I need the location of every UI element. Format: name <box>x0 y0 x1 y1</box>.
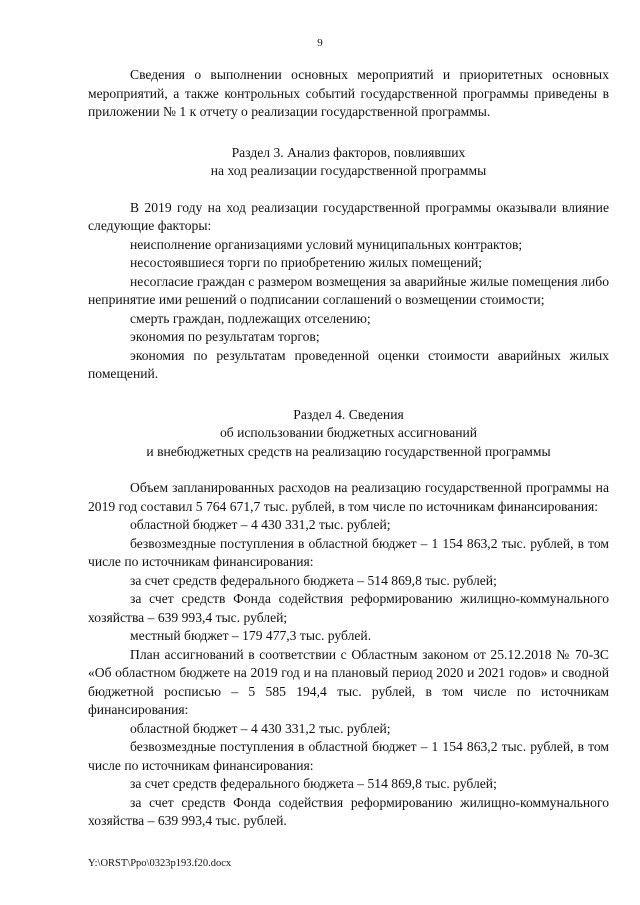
section4-title-line3: и внебюджетных средств на реализацию государственной программы <box>146 443 551 459</box>
funding-item: местный бюджет – 179 477,3 тыс. рублей. <box>130 628 372 643</box>
funding-item: областной бюджет – 4 430 331,2 тыс. рублей; <box>130 517 391 532</box>
factor-item: несостоявшиеся торги по приобретению жилых помещений; <box>130 255 482 270</box>
section3-title-line1: Раздел 3. Анализ факторов, повлиявших <box>231 144 466 160</box>
document-body <box>88 66 609 831</box>
factor-item: смерть граждан, подлежащих отселению; <box>130 310 371 326</box>
paragraph-events-info: Сведения о выполнении основных мероприятий и приоритетных основных мероприятий, а также контрольных событий государственной программы приведены в приложении № 1 к отчету о реализации государственной программы. <box>88 67 609 119</box>
funding-item: за счет средств Фонда содействия реформированию жилищно-коммунального хозяйства – 639 993,4 тыс. рублей; <box>88 591 609 625</box>
funding-item: областной бюджет – 4 430 331,2 тыс. рублей; <box>130 720 391 736</box>
funding-item: за счет средств федерального бюджета – 514 869,8 тыс. рублей; <box>130 572 497 588</box>
footer-file-path: Y:\ORST\Ppo\0323p193.f20.docx <box>88 858 232 869</box>
funding-item: за счет средств Фонда содействия реформированию жилищно-коммунального хозяйства – 639 993,4 тыс. рублей. <box>88 794 609 828</box>
section4-planned-expenses: Объем запланированных расходов на реализацию государственной программы на 2019 год составил 5 764 671,7 тыс. рублей, в том числе по источникам финансирования: <box>88 480 609 514</box>
factor-item: несогласие граждан с размером возмещения за аварийные жилые помещения либо непринятие ими решений о подписании соглашений о возмещении стоимости; <box>88 273 609 307</box>
funding-item: за счет средств федерального бюджета – 514 869,8 тыс. рублей; <box>130 776 497 791</box>
section4-allocation-plan: План ассигнований в соответствии с Областным законом от 25.12.2018 № 70-ЗС «Об областном бюджете на 2019 год и на плановый период 2020 и 2021 годов» и сводной бюджетной росписью – 5 585 194,4 тыс. рублей, в том числе по источникам финансирования: <box>88 646 609 717</box>
page-number: 9 <box>317 37 323 49</box>
funding-item: безвозмездные поступления в областной бюджет – 1 154 863,2 тыс. рублей, в том числе по источникам финансирования: <box>88 535 609 569</box>
factor-item: экономия по результатам проведенной оценки стоимости аварийных жилых помещений. <box>88 347 609 381</box>
section4-title-line1: Раздел 4. Сведения <box>293 406 404 422</box>
funding-item: безвозмездные поступления в областной бюджет – 1 154 863,2 тыс. рублей, в том числе по источникам финансирования: <box>88 739 609 773</box>
section4-title-line2: об использовании бюджетных ассигнований <box>219 425 478 440</box>
factor-item: экономия по результатам торгов; <box>130 329 320 344</box>
section3-title-line2: на ход реализации государственной программы <box>210 163 487 178</box>
factor-item: неисполнение организациями условий муниципальных контрактов; <box>130 236 523 252</box>
section3-intro: В 2019 году на ход реализации государственной программы оказывали влияние следующие факторы: <box>88 199 609 233</box>
